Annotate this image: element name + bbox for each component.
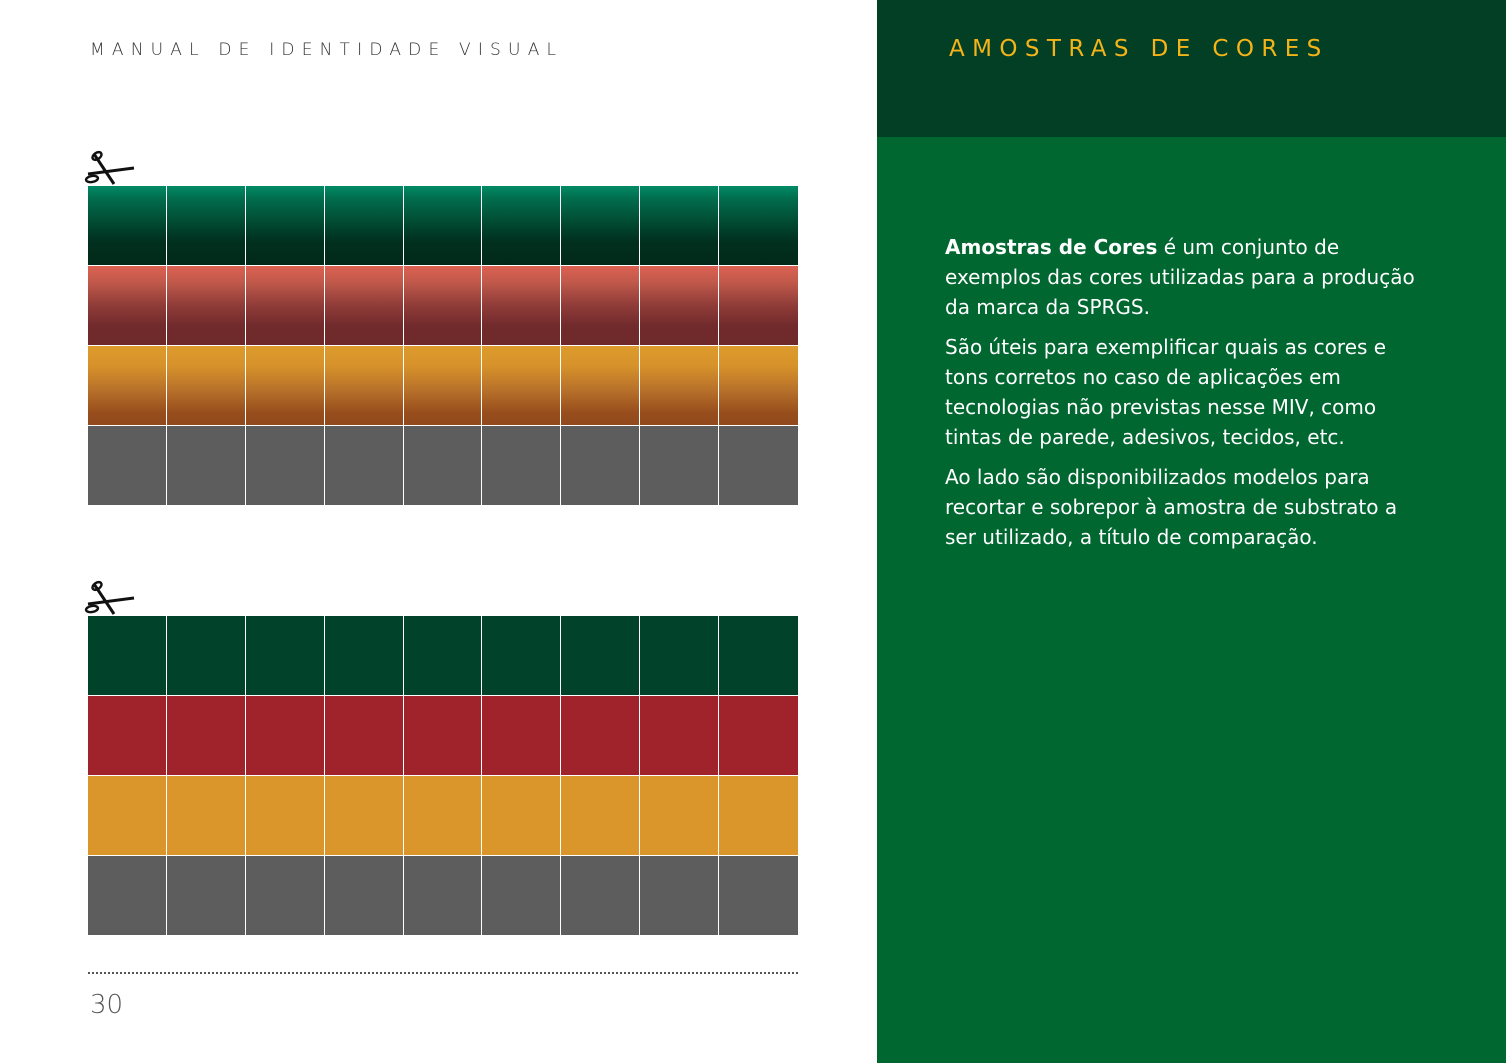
swatch-cell-green <box>246 616 325 696</box>
swatch-cell-green-gradient <box>246 186 325 266</box>
paragraph-intro <box>945 232 1415 322</box>
swatch-cell-green <box>167 616 246 696</box>
swatch-cell-gray <box>719 426 798 506</box>
swatch-grid-gradient <box>88 186 798 506</box>
swatch-cell-red <box>167 696 246 776</box>
swatch-cell-red <box>246 696 325 776</box>
swatch-cell-orange <box>482 776 561 856</box>
swatch-cell-red-gradient <box>167 266 246 346</box>
scissors-icon <box>84 580 136 618</box>
swatch-cell-gray <box>719 856 798 936</box>
swatch-cell-orange-gradient <box>88 346 167 426</box>
swatch-cell-green <box>561 616 640 696</box>
swatch-cell-green-gradient <box>167 186 246 266</box>
section-header-band <box>877 0 1506 137</box>
page-number: 30 <box>90 990 124 1020</box>
swatch-cell-red-gradient <box>404 266 483 346</box>
swatch-cell-orange <box>561 776 640 856</box>
swatch-cell-red-gradient <box>719 266 798 346</box>
swatch-cell-green-gradient <box>640 186 719 266</box>
paragraph-models: Ao lado são disponibilizados modelos para recortar e sobrepor à amostra de substrato a ser utilizado, a título de comparação. <box>945 465 1398 549</box>
swatch-cell-gray <box>167 856 246 936</box>
swatch-cell-gray <box>561 426 640 506</box>
swatch-cell-gray <box>88 856 167 936</box>
swatch-cell-green <box>640 616 719 696</box>
body-text <box>945 232 1415 562</box>
swatch-cell-red-gradient <box>561 266 640 346</box>
paragraph-intro-bold: Amostras de Cores <box>945 235 1158 259</box>
swatch-cell-green-gradient <box>325 186 404 266</box>
swatch-cell-red <box>482 696 561 776</box>
paragraph-intro-rest: é um conjunto de exemplos das cores utilizadas para a produção da marca da SPRGS. <box>945 235 1415 319</box>
swatch-cell-gray <box>640 426 719 506</box>
swatch-cell-green-gradient <box>404 186 483 266</box>
swatch-cell-green <box>404 616 483 696</box>
swatch-cell-green <box>719 616 798 696</box>
swatch-cell-orange <box>325 776 404 856</box>
swatch-cell-orange <box>404 776 483 856</box>
swatch-cell-orange-gradient <box>561 346 640 426</box>
swatch-cell-gray <box>640 856 719 936</box>
swatch-cell-green <box>325 616 404 696</box>
swatch-cell-orange-gradient <box>325 346 404 426</box>
swatch-cell-red <box>325 696 404 776</box>
swatch-cell-gray <box>325 426 404 506</box>
manual-title: MANUAL DE IDENTIDADE VISUAL <box>90 40 564 60</box>
section-title: AMOSTRAS DE CORES <box>949 36 1329 62</box>
swatch-cell-orange-gradient <box>482 346 561 426</box>
swatch-cell-red <box>640 696 719 776</box>
swatch-cell-green <box>88 616 167 696</box>
swatch-cell-orange <box>246 776 325 856</box>
swatch-cell-red <box>88 696 167 776</box>
swatch-cell-gray <box>561 856 640 936</box>
swatch-cell-orange-gradient <box>167 346 246 426</box>
swatch-cell-red <box>719 696 798 776</box>
swatch-cell-green <box>482 616 561 696</box>
swatch-cell-green-gradient <box>482 186 561 266</box>
scissors-icon <box>84 150 136 188</box>
swatch-cell-gray <box>88 426 167 506</box>
swatch-cell-gray <box>325 856 404 936</box>
right-page <box>877 0 1506 1063</box>
paragraph-usage: São úteis para exemplificar quais as cores e tons corretos no caso de aplicações em tecnologias não previstas nesse MIV, como tintas de parede, adesivos, tecidos, etc. <box>945 335 1387 449</box>
swatch-cell-red <box>404 696 483 776</box>
swatch-cell-orange <box>719 776 798 856</box>
swatch-cell-orange <box>167 776 246 856</box>
swatch-cell-orange-gradient <box>719 346 798 426</box>
swatch-grid-solid <box>88 616 798 936</box>
swatch-cell-green-gradient <box>88 186 167 266</box>
swatch-cell-red-gradient <box>88 266 167 346</box>
footer-divider <box>88 972 798 974</box>
swatch-cell-red-gradient <box>482 266 561 346</box>
swatch-cell-green-gradient <box>719 186 798 266</box>
swatch-cell-gray <box>246 856 325 936</box>
swatch-cell-orange <box>640 776 719 856</box>
swatch-cell-orange-gradient <box>246 346 325 426</box>
swatch-cell-green-gradient <box>561 186 640 266</box>
swatch-cell-orange <box>88 776 167 856</box>
swatch-cell-red-gradient <box>325 266 404 346</box>
swatch-cell-orange-gradient <box>640 346 719 426</box>
swatch-cell-red <box>561 696 640 776</box>
swatch-cell-gray <box>482 856 561 936</box>
swatch-cell-gray <box>482 426 561 506</box>
swatch-cell-gray <box>404 426 483 506</box>
swatch-cell-orange-gradient <box>404 346 483 426</box>
swatch-cell-gray <box>167 426 246 506</box>
swatch-cell-gray <box>246 426 325 506</box>
swatch-cell-gray <box>404 856 483 936</box>
swatch-cell-red-gradient <box>246 266 325 346</box>
swatch-cell-red-gradient <box>640 266 719 346</box>
